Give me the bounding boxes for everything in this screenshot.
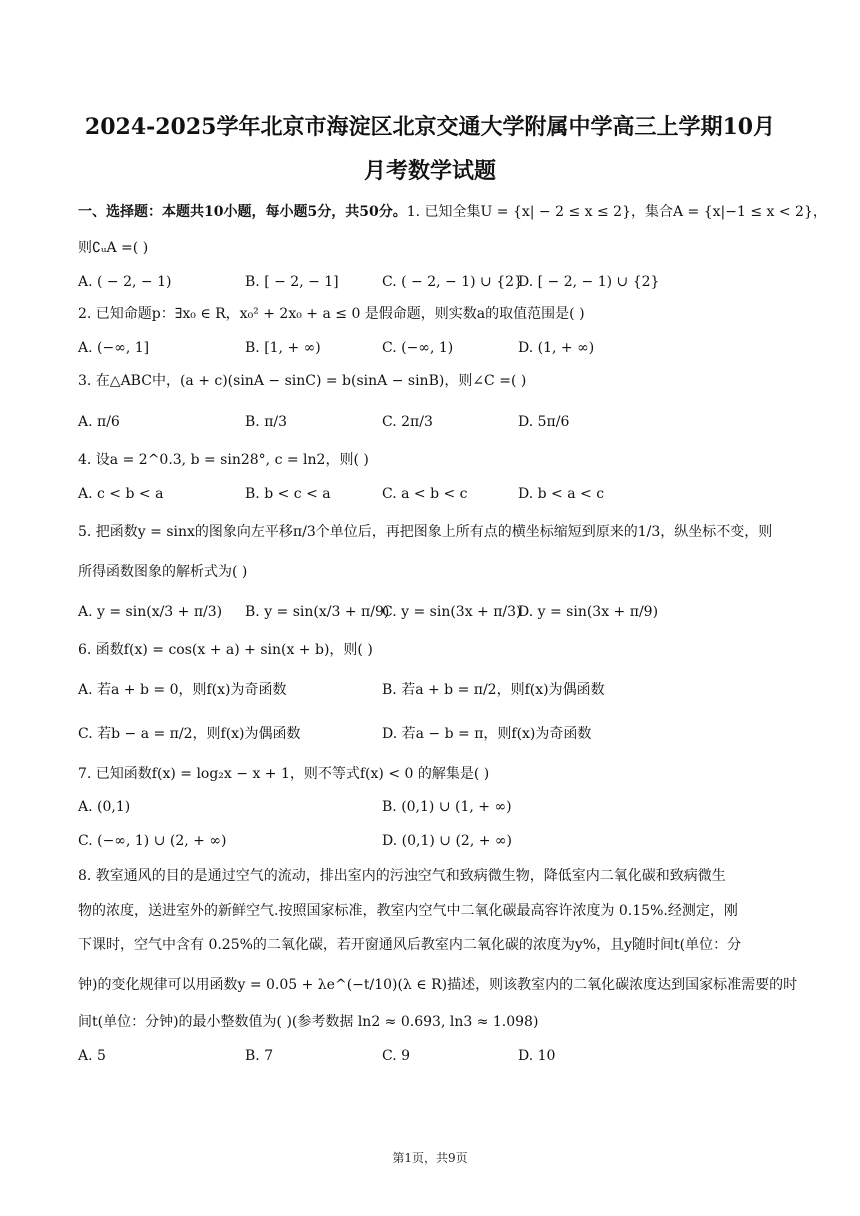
q7-option-b: B. (0,1) ∪ (1, + ∞): [382, 799, 512, 815]
q7-stem: 7. 已知函数f(x) = log₂x − x + 1，则不等式f(x) < 0 的解集是( ): [78, 766, 490, 782]
q3-option-a: A. π/6: [78, 414, 120, 430]
q8-option-c: C. 9: [382, 1048, 411, 1064]
q8-option-a: A. 5: [78, 1048, 106, 1064]
q8-stem-line2: 物的浓度，送进室外的新鲜空气.按照国家标准，教室内空气中二氧化碳最高容许浓度为 0.15%.经测定，刚: [78, 903, 738, 919]
q2-option-a: A. (−∞, 1]: [78, 340, 150, 356]
q7-option-a: A. (0,1): [78, 799, 131, 815]
exam-title-line2: 月考数学试题: [363, 158, 496, 184]
q5-stem-line2: 所得函数图象的解析式为( ): [78, 564, 248, 580]
exam-title-line1: 2024-2025学年北京市海淀区北京交通大学附属中学高三上学期10月: [84, 114, 776, 140]
q4-option-c: C. a < b < c: [382, 486, 468, 502]
q5-option-b: B. y = sin(x/3 + π/9): [245, 604, 390, 620]
q4-option-d: D. b < a < c: [518, 486, 605, 502]
q8-option-b: B. 7: [245, 1048, 274, 1064]
q6-option-d: D. 若a − b = π，则f(x)为奇函数: [382, 726, 592, 742]
q2-option-c: C. (−∞, 1): [382, 340, 454, 356]
q1-option-a: A. ( − 2, − 1): [78, 274, 172, 290]
q3-option-c: C. 2π/3: [382, 414, 433, 430]
q5-option-a: A. y = sin(x/3 + π/3): [78, 604, 223, 620]
q6-option-a: A. 若a + b = 0，则f(x)为奇函数: [78, 682, 287, 698]
page-footer: 第1页，共9页: [392, 1151, 468, 1165]
q5-option-c: C. y = sin(3x + π/3): [382, 604, 522, 620]
q4-option-b: B. b < c < a: [245, 486, 331, 502]
q8-stem-line5: 间t(单位：分钟)的最小整数值为( )(参考数据 ln2 ≈ 0.693, ln3 ≈ 1.098): [78, 1014, 539, 1030]
q4-stem: 4. 设a = 2^0.3, b = sin28°, c = ln2，则( ): [78, 452, 369, 468]
q8-stem-line3: 下课时，空气中含有 0.25%的二氧化碳，若开窗通风后教室内二氧化碳的浓度为y%，且y随时间t(单位：分: [78, 937, 742, 953]
q7-option-d: D. (0,1) ∪ (2, + ∞): [382, 833, 513, 849]
q1-option-d: D. [ − 2, − 1) ∪ {2}: [518, 274, 660, 290]
section-heading: 一、选择题：本题共10小题，每小题5分，共50分。: [78, 204, 407, 220]
q6-option-c: C. 若b − a = π/2，则f(x)为偶函数: [78, 726, 301, 742]
q8-option-d: D. 10: [518, 1048, 556, 1064]
q1-option-b: B. [ − 2, − 1]: [245, 274, 339, 290]
q6-stem: 6. 函数f(x) = cos(x + a) + sin(x + b)，则( ): [78, 642, 373, 658]
q3-stem: 3. 在△ABC中，(a + c)(sinA − sinC) = b(sinA − sinB)，则∠C =( ): [78, 373, 527, 389]
q7-option-c: C. (−∞, 1) ∪ (2, + ∞): [78, 833, 227, 849]
q2-option-b: B. [1, + ∞): [245, 340, 321, 356]
q8-stem-line1: 8. 教室通风的目的是通过空气的流动，排出室内的污浊空气和致病微生物，降低室内二氧化碳和致病微生: [78, 868, 726, 884]
q1-stem-line2: 则∁ᵤA =( ): [78, 240, 149, 256]
q3-option-d: D. 5π/6: [518, 414, 570, 430]
q6-option-b: B. 若a + b = π/2，则f(x)为偶函数: [382, 682, 605, 698]
q3-option-b: B. π/3: [245, 414, 288, 430]
q5-stem-line1: 5. 把函数y = sinx的图象向左平移π/3个单位后，再把图象上所有点的横坐标缩短到原来的1/3，纵坐标不变，则: [78, 524, 773, 540]
q1-stem: 1. 已知全集U = {x| − 2 ≤ x ≤ 2}，集合A = {x|−1 ≤ x < 2}，: [406, 204, 827, 220]
q8-stem-line4: 钟)的变化规律可以用函数y = 0.05 + λe^(−t/10)(λ ∈ R)描述，则该教室内的二氧化碳浓度达到国家标准需要的时: [78, 977, 798, 993]
q1-stem-line1: [78, 202, 827, 222]
q1-option-c: C. ( − 2, − 1) ∪ {2}: [382, 274, 523, 290]
q2-option-d: D. (1, + ∞): [518, 340, 595, 356]
q5-option-d: D. y = sin(3x + π/9): [518, 604, 659, 620]
q4-option-a: A. c < b < a: [78, 486, 164, 502]
q2-stem: 2. 已知命题p：∃x₀ ∈ R，x₀² + 2x₀ + a ≤ 0 是假命题，则实数a的取值范围是( ): [78, 306, 585, 322]
